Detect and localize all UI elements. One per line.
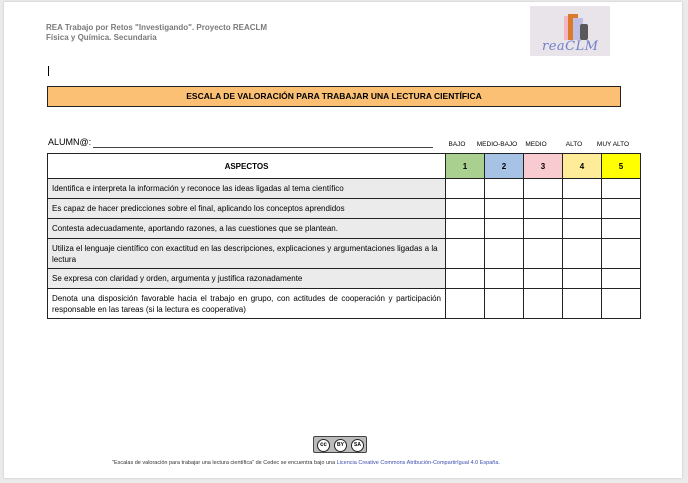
score-cell[interactable] — [602, 269, 641, 289]
document-page — [4, 2, 682, 478]
score-cell[interactable] — [485, 239, 524, 269]
score-cell[interactable] — [563, 219, 602, 239]
rating-table — [47, 153, 641, 319]
score-cell[interactable] — [446, 219, 485, 239]
score-cell[interactable] — [485, 269, 524, 289]
score-cell[interactable] — [602, 219, 641, 239]
sa-icon: SA — [351, 439, 364, 452]
license-footer — [112, 460, 500, 466]
score-cell[interactable] — [524, 179, 563, 199]
score-header: 1 — [446, 154, 485, 179]
score-header: 3 — [524, 154, 563, 179]
table-row — [48, 239, 641, 269]
aspect-cell: Utiliza el lenguaje científico con exactitud en las descripciones, explicaciones y argumentaciones ligadas a la lectura — [48, 239, 446, 269]
by-icon: BY — [334, 439, 347, 452]
footer-text: "Escalas de valoración para trabajar una lectura científica" de Cedec se encuentra bajo una — [112, 460, 336, 466]
level-alto: ALTO — [565, 141, 583, 148]
score-cell[interactable] — [446, 269, 485, 289]
aspect-cell: Contesta adecuadamente, aportando razones, a las cuestiones que se plantean. — [48, 219, 446, 239]
score-cell[interactable] — [446, 239, 485, 269]
score-cell[interactable] — [485, 179, 524, 199]
table-row — [48, 289, 641, 319]
aspect-cell: Identifica e interpreta la información y reconoce las ideas ligadas al tema científico — [48, 179, 446, 199]
table-row — [48, 199, 641, 219]
score-cell[interactable] — [485, 199, 524, 219]
score-cell[interactable] — [563, 289, 602, 319]
score-cell[interactable] — [602, 199, 641, 219]
level-medio-bajo: MEDIO-BAJO — [476, 141, 518, 148]
level-medio: MEDIO — [525, 141, 547, 148]
score-header: 2 — [485, 154, 524, 179]
aspectos-header: ASPECTOS — [48, 154, 446, 179]
cc-license-icon[interactable] — [313, 436, 367, 453]
score-cell[interactable] — [602, 239, 641, 269]
score-cell[interactable] — [485, 289, 524, 319]
level-bajo: BAJO — [448, 141, 466, 148]
alumno-label: ALUMN@: — [48, 137, 92, 147]
score-cell[interactable] — [524, 239, 563, 269]
document-header — [46, 23, 267, 43]
score-cell[interactable] — [563, 179, 602, 199]
score-cell[interactable] — [563, 239, 602, 269]
cc-icon: cc — [317, 439, 330, 452]
text-cursor — [48, 66, 49, 76]
aspect-cell: Se expresa con claridad y orden, argumenta y justifica razonadamente — [48, 269, 446, 289]
score-cell[interactable] — [524, 219, 563, 239]
logo-text: reaCLM — [542, 39, 599, 54]
score-cell[interactable] — [446, 199, 485, 219]
score-cell[interactable] — [446, 289, 485, 319]
document-title: ESCALA DE VALORACIÓN PARA TRABAJAR UNA LECTURA CIENTÍFICA — [47, 86, 621, 107]
score-header: 4 — [563, 154, 602, 179]
level-muy-alto: MUY ALTO — [596, 141, 630, 148]
score-cell[interactable] — [563, 269, 602, 289]
table-header-row — [48, 154, 641, 179]
reaclm-logo — [530, 6, 610, 56]
score-cell[interactable] — [563, 199, 602, 219]
aspect-cell: Denota una disposición favorable hacia el trabajo en grupo, con actitudes de cooperación y participación responsable en las tareas (si la lectura es cooperativa) — [48, 289, 446, 319]
score-cell[interactable] — [602, 179, 641, 199]
score-cell[interactable] — [485, 219, 524, 239]
score-cell[interactable] — [524, 269, 563, 289]
license-link[interactable]: Licencia Creative Commons Atribución-CompartirIgual 4.0 España. — [336, 460, 500, 466]
table-row — [48, 179, 641, 199]
score-header: 5 — [602, 154, 641, 179]
score-cell[interactable] — [524, 199, 563, 219]
aspect-cell: Es capaz de hacer predicciones sobre el final, aplicando los conceptos aprendidos — [48, 199, 446, 219]
header-line-2: Física y Química. Secundaria — [46, 33, 157, 42]
score-cell[interactable] — [446, 179, 485, 199]
alumno-blank-line[interactable] — [93, 147, 433, 148]
header-line-1: REA Trabajo por Retos "Investigando". Proyecto REACLM — [46, 23, 268, 32]
score-cell[interactable] — [524, 289, 563, 319]
table-row — [48, 269, 641, 289]
table-row — [48, 219, 641, 239]
score-cell[interactable] — [602, 289, 641, 319]
